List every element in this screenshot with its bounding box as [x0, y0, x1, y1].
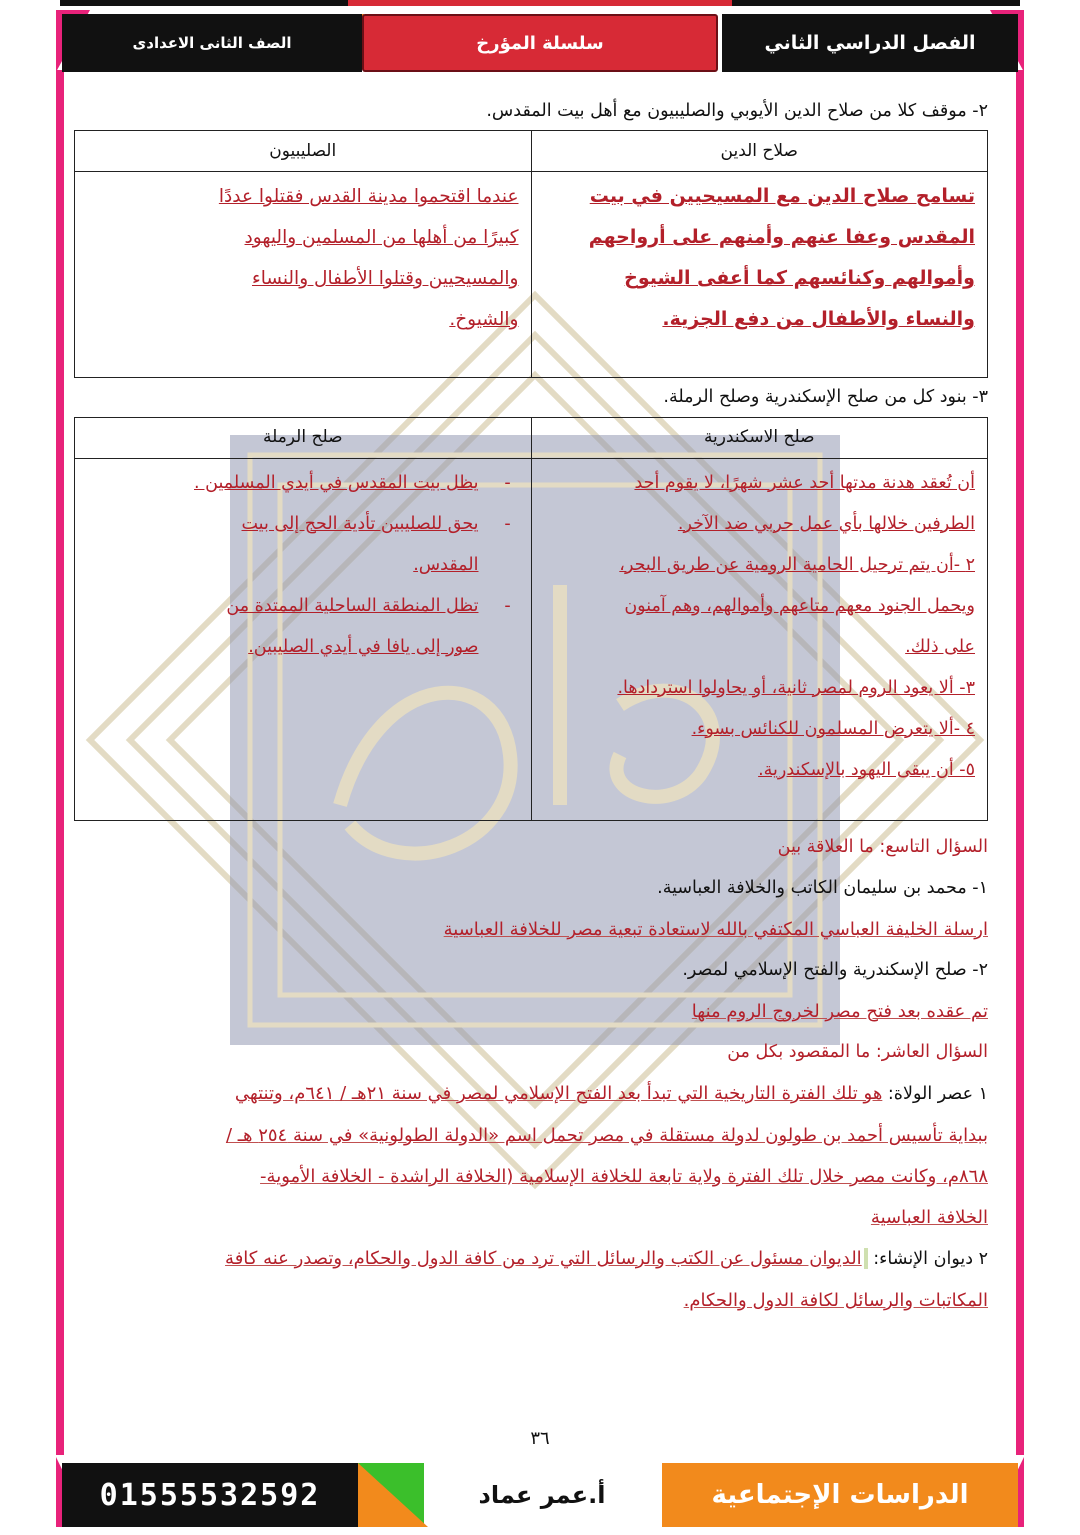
- saladin-stance-cell: [531, 172, 988, 378]
- bullet-dash: -: [504, 513, 511, 534]
- definition-walis-era: [74, 1073, 988, 1115]
- saladin-line: والنساء والأطفال من دفع الجزية.: [662, 308, 975, 331]
- alexandria-term-line: ٤ -ألا يتعرض المسلمون للكنائس بسوء.: [691, 718, 975, 739]
- ramla-term-line: تظل المنطقة الساحلية الممتدة من: [226, 595, 479, 616]
- alexandria-term-line: ٢ -أن يتم ترحيل الحامية الرومية عن طريق البحر،: [619, 554, 975, 575]
- definition-insha-diwan: [74, 1238, 988, 1280]
- ramla-term-line: صور إلى يافا في أيدي الصليبين.: [248, 636, 479, 657]
- alexandria-term-line: ٣- ألا يعود الروم لمصر ثانية، أو يحاولوا استردادها.: [617, 677, 975, 698]
- ramla-term-line: المقدس.: [413, 554, 479, 575]
- table-header-alexandria: صلح الاسكندرية: [531, 417, 988, 458]
- question-9-item-1: ١- محمد بن سليمان الكاتب والخلافة العباسية.: [657, 877, 988, 898]
- footer-phone-number: 01555532592: [62, 1463, 358, 1527]
- alexandria-terms-cell: [531, 458, 988, 820]
- header-term-label: الفصل الدراسي الثاني: [722, 14, 1018, 72]
- table-header-ramla: صلح الرملة: [75, 417, 532, 458]
- definition-line: الخلافة العباسية: [870, 1206, 988, 1228]
- alexandria-term-line: الطرفين خلالها بأي عمل حربي ضد الآخر.: [677, 513, 975, 534]
- crusaders-line: والمسيحيين وقتلوا الأطفال والنساء: [252, 268, 519, 290]
- ramla-term-item: [87, 586, 519, 668]
- crusaders-stance-cell: [75, 172, 532, 378]
- ramla-term-line: يظل بيت المقدس في أيدي المسلمين .: [194, 472, 479, 493]
- ramla-terms-cell: [75, 458, 532, 820]
- question-3-prompt: ٣- بنود كل من صلح الإسكندرية وصلح الرملة.: [663, 387, 988, 408]
- term-insha-diwan: ٢ ديوان الإنشاء:: [873, 1248, 988, 1269]
- question-2-prompt: ٢- موقف كلا من صلاح الدين الأيوبي والصليبيون مع أهل بيت المقدس.: [486, 101, 988, 121]
- ramla-term-line: يحق للصليبين تأدية الحج إلى بيت: [241, 513, 479, 534]
- definition-line: المكاتبات والرسائل لكافة الدول والحكام.: [683, 1289, 988, 1311]
- table-header-saladin: صلاح الدين: [531, 131, 988, 172]
- table-saladin-crusaders: [74, 130, 988, 378]
- header-series-title: سلسلة المؤرخ: [362, 14, 718, 72]
- definition-line: الديوان مسئول عن الكتب والرسائل التي ترد من كافة الدول والحكام، وتصدر عنه كافة: [225, 1248, 868, 1269]
- definition-line: هو تلك الفترة التاريخية التي تبدأ بعد الفتح الإسلامي لمصر في سنة ٢١هـ / ٦٤١م، وتنتهي: [234, 1082, 883, 1104]
- bullet-dash: -: [504, 595, 511, 616]
- page-number: ٣٦: [530, 1428, 550, 1449]
- saladin-line: تسامح صلاح الدين مع المسيحيين في بيت: [589, 185, 975, 208]
- question-10-title: السؤال العاشر: ما المقصود بكل من: [727, 1041, 988, 1062]
- ramla-term-item: [87, 504, 519, 586]
- table-header-crusaders: الصليبيون: [75, 131, 532, 172]
- alexandria-term-line: أن تُعقد هدنة مدتها أحد عشر شهرًا، لا يقوم أحد: [634, 472, 975, 493]
- crusaders-line: والشيوخ.: [449, 309, 519, 331]
- right-frame-border: [1016, 70, 1024, 1455]
- question-9-answer-1: ارسلة الخليفة العباسي المكتفي بالله لاستعادة تبعية مصر للخلافة العباسية: [443, 918, 988, 940]
- crusaders-line: كبيرًا من أهلها من المسلمين واليهود: [244, 227, 519, 249]
- footer-subject: الدراسات الإجتماعية: [662, 1463, 1018, 1527]
- saladin-line: وأموالهم وكنائسهم كما أعفى الشيوخ: [624, 267, 975, 290]
- crusaders-line: عندما اقتحموا مدينة القدس فقتلوا عددًا: [218, 186, 519, 208]
- alexandria-term-line: على ذلك.: [905, 636, 975, 657]
- definition-line: ٨٦٨م، وكانت مصر خلال تلك الفترة ولاية تابعة للخلافة الإسلامية (الخلافة الراشدة - الخلافة الأموية-: [260, 1165, 988, 1187]
- saladin-line: المقدس وعفا عنهم وأمنهم على أرواحهم: [588, 226, 975, 249]
- page-footer: [0, 1449, 1080, 1535]
- bullet-dash: -: [504, 472, 511, 493]
- left-frame-border: [56, 70, 64, 1455]
- header-grade-label: الصف الثانى الاعدادى: [62, 14, 362, 72]
- term-walis-era: ١ عصر الولاة:: [887, 1083, 988, 1104]
- table-treaties: [74, 417, 988, 821]
- page-header: [0, 0, 1080, 76]
- alexandria-term-line: ٥- أن يبقى اليهود بالإسكندرية.: [758, 759, 975, 780]
- footer-orange-accent: [358, 1463, 428, 1527]
- question-9-title: السؤال التاسع: ما العلاقة بين: [777, 836, 988, 857]
- footer-teacher-name: أ.عمر عماد: [424, 1463, 660, 1527]
- question-9-answer-2: تم عقده بعد فتح مصر لخروج الروم منها: [691, 1000, 988, 1022]
- definition-line: ببداية تأسيس أحمد بن طولون لدولة مستقلة في مصر تحمل اسم «الدولة الطولونية» في سنة ٢٥٤ هـ /: [225, 1124, 988, 1146]
- question-9-item-2: ٢- صلح الإسكندرية والفتح الإسلامي لمصر.: [682, 959, 988, 980]
- page-content: [74, 98, 988, 1321]
- ramla-term-item: [87, 463, 519, 504]
- alexandria-term-line: ويحمل الجنود معهم متاعهم وأموالهم، وهم آمنون: [624, 595, 975, 616]
